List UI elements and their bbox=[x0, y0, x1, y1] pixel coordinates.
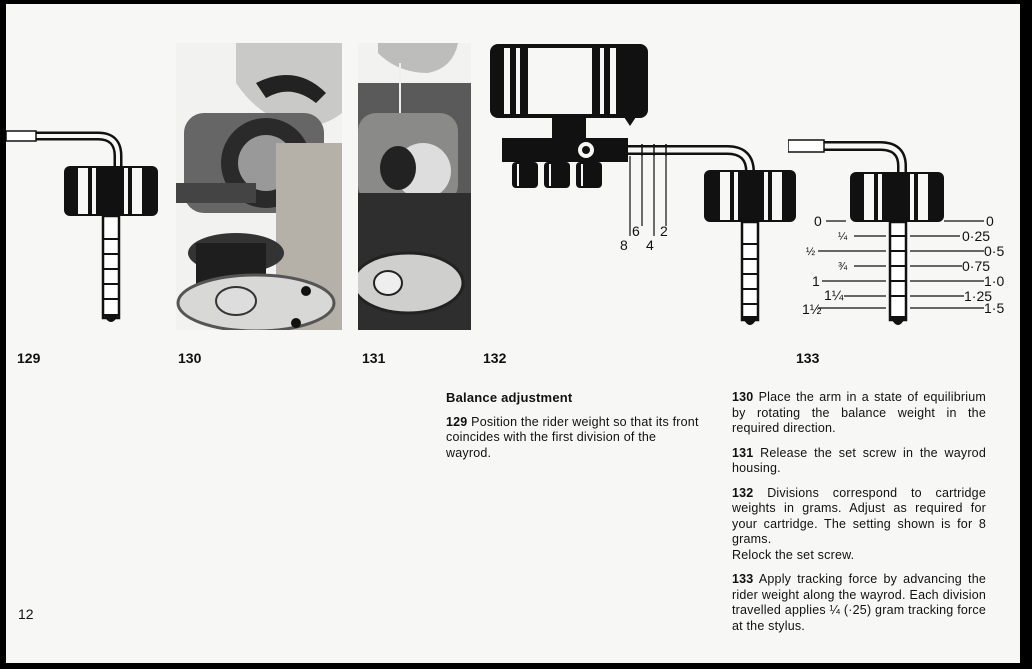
manual-page bbox=[6, 4, 1020, 663]
figure-number-132: 132 bbox=[483, 350, 507, 366]
figure-number-133: 133 bbox=[796, 350, 820, 366]
right-scale-label: 0·75 bbox=[962, 258, 991, 274]
scale-label-2: 2 bbox=[660, 223, 668, 239]
right-scale-label: 0·25 bbox=[962, 228, 991, 244]
left-scale-label: 1½ bbox=[802, 301, 822, 317]
figure-132-wayrod-scale-drawing bbox=[482, 44, 802, 334]
figure-number-129: 129 bbox=[17, 350, 41, 366]
left-scale-label: ¾ bbox=[838, 261, 848, 273]
paragraph-131 bbox=[732, 446, 986, 477]
paragraph-130 bbox=[732, 390, 986, 437]
left-scale-label: ¼ bbox=[838, 231, 848, 243]
paragraph-129 bbox=[446, 415, 701, 462]
left-scale-label: 1 bbox=[812, 273, 820, 289]
step-text: Divisions correspond to cartridge weights in grams. Adjust as required for your cartridge. The setting shown is for 8 grams. bbox=[732, 485, 986, 546]
right-scale-label: 0 bbox=[986, 213, 994, 229]
right-scale-label: 1·0 bbox=[984, 273, 1005, 289]
step-number: 129 bbox=[446, 414, 468, 429]
step-number: 130 bbox=[732, 390, 754, 404]
left-scale-label: 1¼ bbox=[824, 287, 844, 303]
step-text: Apply tracking force by advancing the rider weight along the wayrod. Each division travelled applies ¼ (·25) gram tracking force at the stylus. bbox=[732, 572, 986, 633]
figure-133-tracking-scale-drawing bbox=[788, 132, 1014, 337]
right-text-column bbox=[732, 390, 986, 643]
left-text-column bbox=[446, 390, 701, 470]
figure-number-131: 131 bbox=[362, 350, 386, 366]
step-number: 131 bbox=[732, 445, 754, 460]
paragraph-133 bbox=[732, 572, 986, 634]
step-number: 133 bbox=[732, 572, 754, 586]
paragraph-132 bbox=[732, 486, 986, 564]
step-text: Release the set screw in the wayrod housing. bbox=[732, 445, 986, 475]
step-text: Place the arm in a state of equilibrium by rotating the balance weight in the required direction. bbox=[732, 390, 986, 435]
right-scale-label: 0·5 bbox=[984, 243, 1005, 259]
step-extra-text: Relock the set screw. bbox=[732, 547, 855, 562]
right-scale-label: 1·25 bbox=[964, 288, 993, 304]
left-scale-label: 0 bbox=[814, 213, 822, 229]
scale-label-4: 4 bbox=[646, 237, 654, 253]
figure-number-130: 130 bbox=[178, 350, 202, 366]
step-number: 132 bbox=[732, 485, 754, 500]
scale-label-8: 8 bbox=[620, 237, 628, 253]
page-number: 12 bbox=[18, 606, 34, 622]
right-scale-label: 1·5 bbox=[984, 300, 1005, 316]
left-scale-label: ½ bbox=[806, 246, 816, 258]
figure-131-photo bbox=[358, 43, 471, 330]
scale-label-6: 6 bbox=[632, 223, 640, 239]
figure-129-wayrod-drawing bbox=[6, 124, 166, 334]
step-text: Position the rider weight so that its front coincides with the first division of the wayrod. bbox=[446, 414, 699, 460]
section-heading: Balance adjustment bbox=[446, 390, 573, 405]
figure-130-photo bbox=[176, 43, 342, 330]
